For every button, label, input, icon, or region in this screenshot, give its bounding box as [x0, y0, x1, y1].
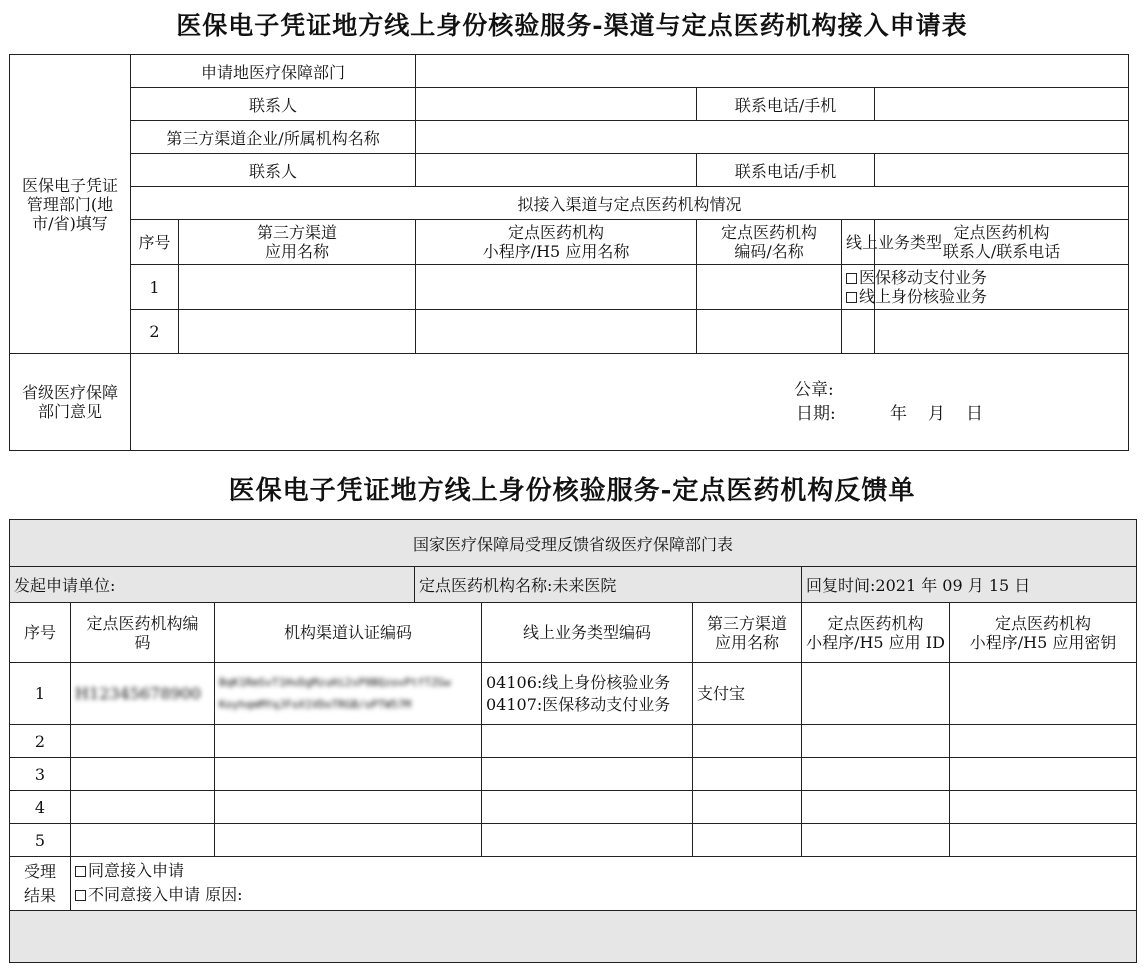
table-row	[10, 758, 1137, 791]
application-form-table	[9, 54, 1129, 451]
institution-name-cell: 定点医药机构名称:未来医院	[415, 567, 802, 603]
checkbox-icon	[846, 273, 857, 284]
contact-field-2[interactable]	[416, 154, 697, 187]
result-options	[71, 857, 1137, 911]
phone-field-2[interactable]	[875, 154, 1129, 187]
col-header-no: 序号	[131, 220, 179, 265]
checkbox-icon	[75, 866, 86, 877]
date-month: 月	[928, 404, 945, 424]
phone-label-1: 联系电话/手机	[697, 88, 875, 121]
form2-column-header-row	[10, 603, 1137, 663]
provincial-opinion-field[interactable]	[131, 354, 1129, 451]
form1-entry-row	[10, 265, 1129, 310]
col-header-institution-code: 定点医药机构 编码/名称	[697, 220, 842, 265]
col-header-app-name: 第三方渠道 应用名称	[693, 603, 802, 663]
form1-side-label: 医保电子凭证 管理部门(地 市/省)填写	[10, 55, 131, 354]
option-reject[interactable]: 不同意接入申请 原因:	[75, 883, 1132, 907]
third-party-name-label: 第三方渠道企业/所属机构名称	[131, 121, 416, 154]
table-row	[10, 663, 1137, 725]
col-header-channel-code: 机构渠道认证编码	[215, 603, 482, 663]
contact-field-1[interactable]	[416, 88, 697, 121]
table-row	[10, 824, 1137, 857]
col-header-miniapp: 定点医药机构 小程序/H5 应用名称	[416, 220, 697, 265]
row-no: 1	[10, 663, 71, 725]
col-header-business-code: 线上业务类型编码	[482, 603, 693, 663]
app-name-value: 支付宝	[693, 663, 802, 725]
form2-title: 医保电子凭证地方线上身份核验服务-定点医药机构反馈单	[228, 476, 916, 506]
contact-label-1: 联系人	[131, 88, 416, 121]
row-no: 3	[10, 758, 71, 791]
entry-no: 2	[131, 310, 179, 354]
col-header-third-party: 第三方渠道 应用名称	[179, 220, 416, 265]
applicant-dept-label: 申请地医疗保障部门	[131, 55, 416, 88]
checkbox-icon	[75, 890, 86, 901]
option-online-verification[interactable]: 线上身份核验业务	[846, 287, 870, 306]
feedback-header: 国家医疗保障局受理反馈省级医疗保障部门表	[10, 520, 1137, 567]
phone-field-1[interactable]	[875, 88, 1129, 121]
col-header-contact: 定点医药机构 联系人/联系电话	[875, 220, 1129, 265]
seal-label: 公章:	[794, 380, 834, 400]
entry-no: 1	[131, 265, 179, 310]
row-no: 2	[10, 725, 71, 758]
col-header-no: 序号	[10, 603, 71, 663]
checkbox-icon	[846, 292, 857, 303]
option-mobile-payment[interactable]: 医保移动支付业务	[846, 268, 870, 287]
table-row	[10, 791, 1137, 824]
col-header-business-type: 线上业务类型	[842, 220, 875, 265]
row-no: 5	[10, 824, 71, 857]
table-row	[10, 725, 1137, 758]
initiator-cell: 发起申请单位:	[10, 567, 415, 603]
col-header-app-id: 定点医药机构 小程序/H5 应用 ID	[802, 603, 950, 663]
option-approve[interactable]: 同意接入申请	[75, 859, 1132, 883]
contact-label-2: 联系人	[131, 154, 416, 187]
section-title: 拟接入渠道与定点医药机构情况	[131, 187, 1129, 220]
feedback-form-table	[9, 519, 1137, 963]
date-label: 日期:	[796, 404, 836, 424]
remarks-area[interactable]	[10, 911, 1137, 963]
channel-code-value: BqK1RmSvT1HvDgMzuHi2sP9BQzovPtfTZGw KoyhqmMYqJFoX1VDoTRGB/oPTW57M	[215, 663, 482, 725]
result-label: 受理 结果	[10, 857, 71, 911]
applicant-dept-field[interactable]	[416, 55, 1129, 88]
institution-code-value: H12345678900	[71, 663, 215, 725]
form1-entry-row	[10, 310, 1129, 354]
phone-label-2: 联系电话/手机	[697, 154, 875, 187]
date-day: 日	[966, 404, 983, 424]
col-header-institution-code: 定点医药机构编 码	[71, 603, 215, 663]
date-year: 年	[890, 404, 907, 424]
reply-time-cell: 回复时间:2021 年 09 月 15 日	[802, 567, 1137, 603]
business-code-value: 04106:线上身份核验业务 04107:医保移动支付业务	[482, 663, 693, 725]
third-party-name-field[interactable]	[416, 121, 1129, 154]
form1-title: 医保电子凭证地方线上身份核验服务-渠道与定点医药机构接入申请表	[176, 11, 968, 40]
row-no: 4	[10, 791, 71, 824]
business-type-options	[842, 265, 988, 310]
provincial-opinion-label: 省级医疗保障 部门意见	[10, 354, 131, 451]
form1-column-header-row	[10, 220, 1129, 265]
col-header-app-secret: 定点医药机构 小程序/H5 应用密钥	[950, 603, 1137, 663]
